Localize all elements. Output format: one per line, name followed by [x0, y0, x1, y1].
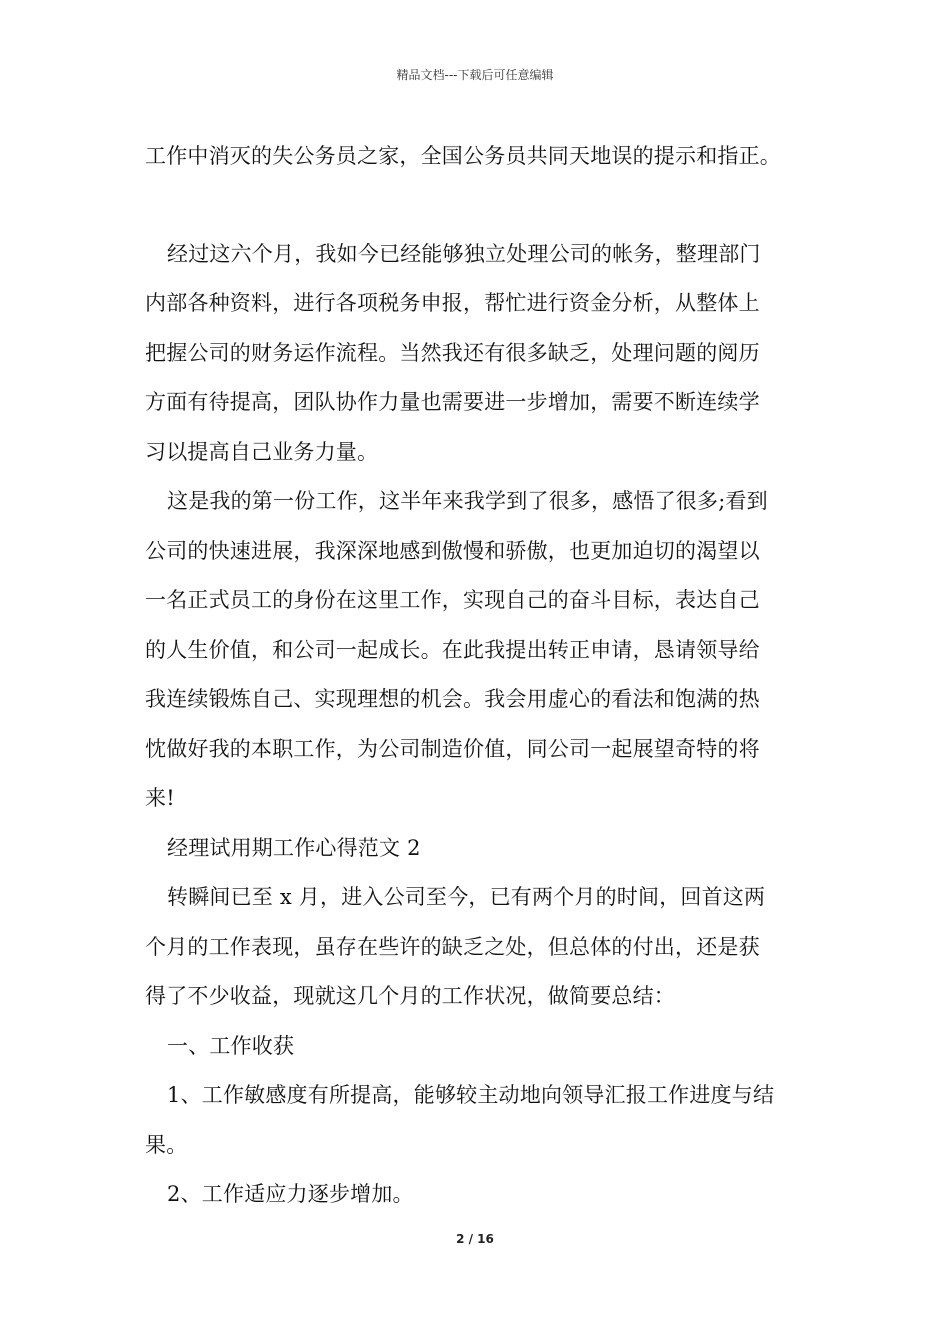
- paragraph-line: 习以提高自己业务力量。: [145, 439, 379, 464]
- paragraph-line: 转瞬间已至 x 月，进入公司至今，已有两个月的时间，回首这两: [167, 885, 766, 909]
- document-body: [145, 132, 815, 1220]
- paragraph-line: 的人生价值，和公司一起成长。在此我提出转正申请，恳请领导给: [145, 637, 760, 662]
- paragraph-line: 我连续锻炼自己、实现理想的机会。我会用虚心的看法和饱满的热: [145, 687, 760, 711]
- list-item: 1、工作敏感度有所提高，能够较主动地向领导汇报工作进度与结: [167, 1083, 775, 1107]
- page-header: 精品文档---下载后可任意编辑: [396, 68, 554, 82]
- paragraph-line: 忱做好我的本职工作，为公司制造价值，同公司一起展望奇特的将: [145, 736, 760, 761]
- paragraph-line: 得了不少收益，现就这几个月的工作状况，做简要总结：: [145, 984, 675, 1008]
- paragraph-line: 工作中消灭的失公务员之家，全国公务员共同天地误的提示和指正。: [145, 144, 781, 168]
- list-item: 2、工作适应力逐步增加。: [167, 1182, 414, 1206]
- paragraph-line: 果。: [145, 1132, 188, 1157]
- paragraph-line: 这是我的第一份工作，这半年来我学到了很多，感悟了很多;看到: [167, 489, 768, 513]
- paragraph-line: 方面有待提高，团队协作力量也需要进一步增加，需要不断连续学: [145, 390, 760, 414]
- paragraph-line: 一名正式员工的身份在这里工作，实现自己的奋斗目标，表达自己: [145, 588, 760, 612]
- paragraph-line: 来!: [145, 786, 175, 810]
- paragraph-line: 个月的工作表现，虽存在些许的缺乏之处，但总体的付出，还是获: [145, 934, 760, 959]
- paragraph-line: 经过这六个月，我如今已经能够独立处理公司的帐务，整理部门: [167, 241, 761, 266]
- paragraph-line: 把握公司的财务运作流程。当然我还有很多缺乏，处理问题的阅历: [145, 340, 760, 365]
- section-heading: 经理试用期工作心得范文 2: [167, 835, 421, 860]
- page-indicator: 2 / 16: [456, 1232, 494, 1246]
- subsection-heading: 一、工作收获: [167, 1033, 295, 1058]
- paragraph-line: 公司的快速进展，我深深地感到傲慢和骄傲，也更加迫切的渴望以: [145, 538, 760, 563]
- paragraph-line: 内部各种资料，进行各项税务申报，帮忙进行资金分析，从整体上: [145, 291, 760, 315]
